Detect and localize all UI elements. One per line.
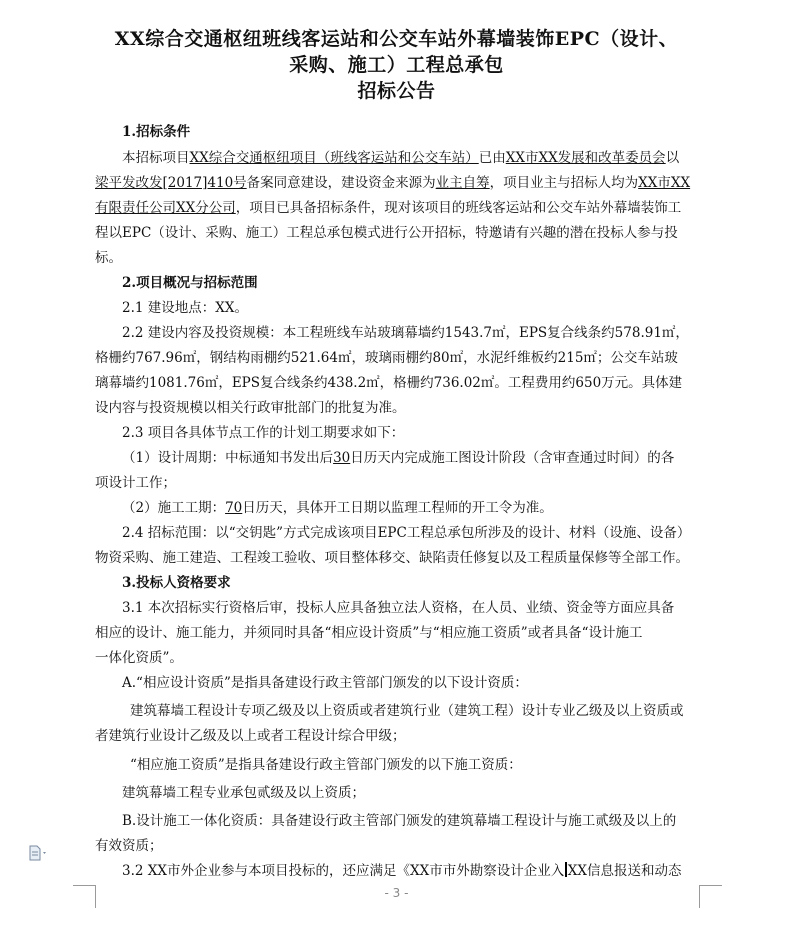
text: ，项目已具备招标条件，现对该项目的班线客运站和公交车站外幕墙装饰工 xyxy=(235,200,682,216)
underlined-text: XX综合交通枢纽项目（班线客运站和公交车站） xyxy=(189,150,479,166)
paragraph-line xyxy=(122,445,732,472)
paragraph-line xyxy=(122,858,732,885)
paragraph-line xyxy=(95,195,705,222)
text: ，项目业主与招标人均为 xyxy=(489,175,639,191)
text: 已由 xyxy=(478,150,506,166)
paragraph-line xyxy=(122,145,732,172)
paragraph-line: 格栅约767.96㎡，钢结构雨棚约521.64㎡，玻璃雨棚约80㎡，水泥纤维板约215㎡；公交车站玻 xyxy=(95,350,678,366)
text-cursor xyxy=(565,862,567,877)
text: 本招标项目 xyxy=(122,150,190,166)
text: 备案同意建设，建设资金来源为 xyxy=(246,175,436,191)
paragraph-line: A.“相应设计资质”是指具备建设行政主管部门颁发的以下设计资质： xyxy=(122,675,528,691)
paragraph-line: 2.2 建设内容及投资规模：本工程班线车站玻璃幕墙约1543.7㎡，EPS复合线条约578.91㎡， xyxy=(122,325,689,341)
underlined-text: 梁平发改发[2017]410号 xyxy=(95,175,247,191)
underlined-text: 70 xyxy=(225,500,243,516)
underlined-text: 有限责任公司XX分公司 xyxy=(95,200,236,216)
paragraph-line: 有效资质； xyxy=(95,838,163,854)
paragraph-line: 2.4 招标范围：以“交钥匙”方式完成该项目EPC工程总承包所涉及的设计、材料（设施、设备） xyxy=(122,525,691,541)
paragraph-line: 建筑幕墙工程专业承包贰级及以上资质； xyxy=(122,785,365,801)
paragraph-line: 建筑幕墙工程设计专项乙级及以上资质或者建筑行业（建筑工程）设计专业乙级及以上资质或 xyxy=(130,703,684,719)
underlined-text: XX市XX xyxy=(638,175,691,191)
paragraph-line: 物资采购、施工建造、工程竣工验收、项目整体移交、缺陷责任修复以及工程质量保修等全部工作。 xyxy=(95,550,689,566)
doc-title-line1: XX综合交通枢纽班线客运站和公交车站外幕墙装饰EPC（设计、 xyxy=(114,28,679,50)
underlined-text: XX市XX发展和改革委员会 xyxy=(505,150,666,166)
paragraph-line: 者建筑行业设计乙级及以上或者工程设计综合甲级； xyxy=(95,728,406,744)
paragraph-line: 项设计工作； xyxy=(95,475,176,491)
text: 以 xyxy=(665,150,680,166)
page-number: - 3 - xyxy=(384,886,409,900)
section-heading-3: 3.投标人资格要求 xyxy=(122,575,231,591)
paragraph-line: 璃幕墙约1081.76㎡，EPS复合线条约438.2㎡，格栅约736.02㎡。工程费用约650万元。具体建 xyxy=(95,375,683,391)
paragraph-line: “相应施工资质”是指具备建设行政主管部门颁发的以下施工资质： xyxy=(130,757,522,773)
section-heading-2: 2.项目概况与招标范围 xyxy=(122,275,258,291)
doc-title-line3: 招标公告 xyxy=(357,80,436,102)
underlined-text: 业主自筹 xyxy=(435,175,490,191)
paragraph-line xyxy=(95,170,705,197)
paragraph-line: 2.3 项目各具体节点工作的计划工期要求如下： xyxy=(122,425,405,441)
paragraph-line: 一体化资质”。 xyxy=(95,650,183,666)
section-heading-1: 1.招标条件 xyxy=(122,124,191,140)
paragraph-line xyxy=(122,495,732,522)
paragraph-line: 设内容与投资规模以相关行政审批部门的批复为准。 xyxy=(95,400,406,416)
paragraph-line: 2.1 建设地点：XX。 xyxy=(122,300,248,316)
underlined-text: 30 xyxy=(333,450,351,466)
text: XX信息报送和动态 xyxy=(567,863,682,879)
paragraph-line: 相应的设计、施工能力，并须同时具备“相应设计资质”与“相应施工资质”或者具备“设计施工 xyxy=(95,625,643,641)
text: （1）设计周期：中标通知书发出后 xyxy=(122,450,334,466)
paragraph-line: 3.1 本次招标实行资格后审，投标人应具备独立法人资格，在人员、业绩、资金等方面应具备 xyxy=(122,600,675,616)
paragraph-line: 标。 xyxy=(95,250,122,266)
text: 3.2 XX市外企业参与本项目投标的，还应满足《XX市市外勘察设计企业入 xyxy=(122,863,565,879)
doc-title-line2: 采购、施工）工程总承包 xyxy=(289,54,504,76)
text: 日历天，具体开工日期以监理工程师的开工令为准。 xyxy=(242,500,553,516)
text: 日历天内完成施工图设计阶段（含审查通过时间）的各 xyxy=(350,450,675,466)
document-icon[interactable] xyxy=(28,845,50,861)
text: （2）施工工期： xyxy=(122,500,226,516)
paragraph-line: B.设计施工一体化资质：具备建设行政主管部门颁发的建筑幕墙工程设计与施工贰级及以上的 xyxy=(122,813,677,829)
paragraph-line: 程以EPC（设计、采购、施工）工程总承包模式进行公开招标，特邀请有兴趣的潜在投标人参与投 xyxy=(95,225,678,241)
